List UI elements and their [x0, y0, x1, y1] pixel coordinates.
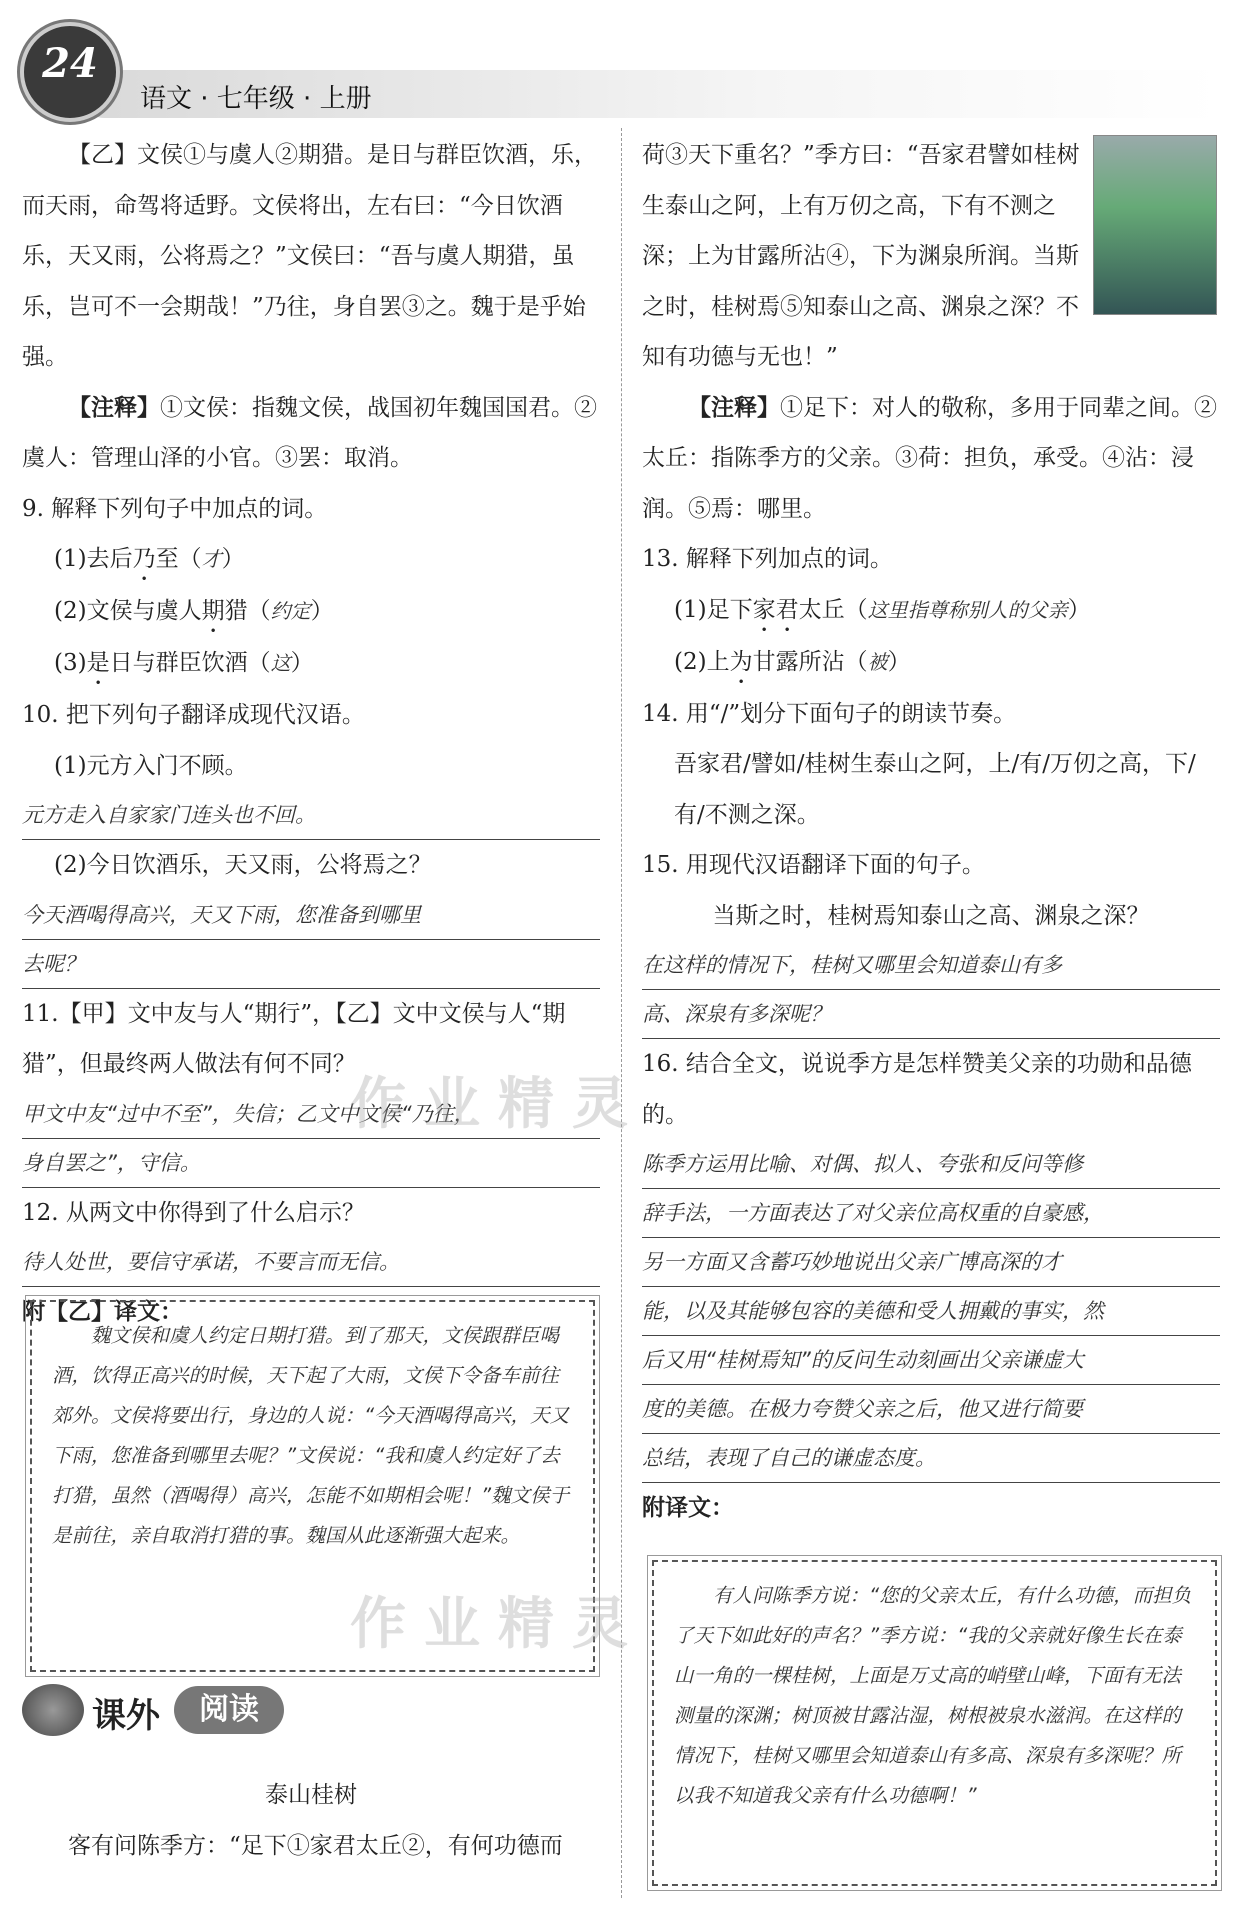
answer-16-line: 总结，表现了自己的谦虚态度。 [642, 1434, 1220, 1483]
palette-icon [22, 1684, 84, 1736]
answer-text: 约定 [270, 599, 311, 623]
answer-text: 才 [201, 547, 222, 571]
q-text: ） [290, 650, 314, 676]
question-13: 13. 解释下列加点的词。 [642, 546, 893, 572]
yi-passage: 【乙】文侯①与虞人②期猎。是日与群臣饮酒，乐，而天雨，命驾将适野。文侯将出，左右曰：“今日饮酒乐，天又雨，公将焉之？”文侯曰：“吾与虞人期猎，虽乐，岂可不一会期哉！”乃往，身自罢③之。魏于是乎始强。 [22, 142, 597, 370]
question-9: 9. 解释下列句子中加点的词。 [22, 495, 328, 522]
notes-text: ①足下：对人的敬称，多用于同辈之间。②太丘：指陈季方的父亲。③荷：担负，承受。④沾：浸润。⑤焉：哪里。 [642, 394, 1217, 522]
watermark: 作业精灵 [350, 1072, 646, 1137]
badge-label-a: 课外 [92, 1696, 160, 1736]
story-text-start: 客有问陈季方：“足下①家君太丘②，有何功德而 [68, 1832, 563, 1859]
question-9-2 [22, 586, 600, 638]
q-text: (1)足下 [674, 596, 753, 623]
answer-16-line: 另一方面又含蓄巧妙地说出父亲广博高深的才 [642, 1238, 1220, 1287]
yi-translation-box: 魏文侯和虞人约定日期打猎。到了那天，文侯跟群臣喝酒，饮得正高兴的时候，天下起了大雨，文侯下令备车前往郊外。文侯将要出行，身边的人说：“今天酒喝得高兴，天又下雨，您准备到哪里去呢？”文侯说：“我和虞人约定好了去打猎，虽然（酒喝得）高兴，怎能不如期相会呢！”魏文侯于是前往，亲自取消打猎的事。魏国从此逐渐强大起来。 [30, 1300, 595, 1672]
question-10-1: (1)元方入门不顾。 [54, 752, 248, 779]
book-title: 语文 · 七年级 · 上册 [140, 84, 372, 114]
notes-label: 【注释】 [68, 394, 160, 421]
q-text: (2)文侯与虞人 [54, 598, 202, 624]
dotted-word: 期 [201, 598, 225, 624]
q-text: 猎（ [224, 598, 271, 624]
page-number-badge [20, 22, 120, 122]
dotted-word: 为 [729, 648, 753, 675]
question-12: 12. 从两文中你得到了什么启示？ [22, 1199, 365, 1226]
story-text-continued: 荷③天下重名？”季方曰：“吾家君譬如桂树生泰山之阿，上有万仞之高，下有不测之深；上为甘露所沾④，下为渊泉所润。当斯之时，桂树焉⑤知泰山之高、渊泉之深？不知有功德与无也！” [642, 142, 1080, 370]
answer-11-line1: 甲文中友“过中不至”，失信；乙文中文侯“乃往， [22, 1090, 600, 1139]
story-title: 泰山桂树 [265, 1782, 357, 1808]
question-16: 16. 结合全文，说说季方是怎样赞美父亲的功勋和品德的。 [642, 1051, 1192, 1128]
story-start [22, 1770, 600, 1871]
dotted-word: 乃 [132, 546, 156, 572]
yi-notes [22, 383, 600, 484]
extracurricular-reading-badge [22, 1682, 282, 1742]
q-text: 日与群臣饮酒（ [109, 650, 271, 676]
answer-16-line: 陈季方运用比喻、对偶、拟人、夸张和反问等修 [642, 1140, 1220, 1189]
question-10: 10. 把下列句子翻译成现代汉语。 [22, 702, 365, 728]
answer-text: 这 [270, 651, 291, 675]
answer-16-line: 度的美德。在极力夸赞父亲之后，他又进行简要 [642, 1385, 1220, 1434]
answer-10-1: 元方走入自家家门连头也不回。 [22, 791, 600, 840]
left-column [22, 130, 600, 1338]
notes-text: ①文侯：指魏文侯，战国初年魏国国君。②虞人：管理山泽的小官。③罢：取消。 [22, 394, 597, 471]
answer-text: 这里指尊称别人的父亲 [867, 597, 1068, 622]
q-text: ） [310, 598, 334, 624]
dotted-word: 家君 [752, 596, 799, 623]
q-text: 至（ [155, 546, 202, 572]
answer-10-2-line2: 去呢？ [22, 940, 600, 989]
story-translation-box: 有人问陈季方说：“您的父亲太丘，有什么功德，而担负了天下如此好的声名？”季方说：“我的父亲就好像生长在泰山一角的一棵桂树，上面是万丈高的峭壁山峰，下面有无法测量的深渊；树顶被甘露沾湿，树根被泉水滋润。在这样的情况下，桂树又哪里会知道泰山有多高、深泉有多深呢？所以我不知道我父亲有什么功德啊！” [652, 1560, 1217, 1886]
answer-15-line1: 在这样的情况下，桂树又哪里会知道泰山有多 [642, 941, 1220, 990]
answer-14: 吾家君/譬如/桂树生泰山之阿，上/有/万仞之高，下/有/不测之深。 [674, 751, 1196, 828]
page-number: 24 [42, 40, 98, 87]
question-15: 15. 用现代汉语翻译下面的句子。 [642, 852, 985, 878]
question-9-1 [22, 534, 600, 586]
q-text: ） [887, 648, 911, 675]
q-text: 太丘（ [798, 596, 868, 623]
question-13-1 [642, 585, 1220, 637]
story-notes [642, 383, 1220, 535]
question-11: 11.【甲】文中友与人“期行”，【乙】文中文侯与人“期猎”，但最终两人做法有何不同？ [22, 1000, 566, 1077]
watermark: 作业精灵 [350, 1592, 646, 1657]
q-text: (2)上 [674, 648, 730, 675]
answer-16-line: 能，以及其能够包容的美德和受人拥戴的事实，然 [642, 1287, 1220, 1336]
q-text: (3) [54, 650, 87, 676]
q-text: ） [1067, 596, 1091, 623]
question-15-sentence: 当斯之时，桂树焉知泰山之高、渊泉之深？ [712, 902, 1150, 929]
question-9-3 [22, 638, 600, 690]
q-text: ） [221, 546, 245, 572]
question-14: 14. 用“/”划分下面句子的朗读节奏。 [642, 700, 1017, 727]
notes-label: 【注释】 [688, 394, 780, 421]
answer-16-line: 后又用“桂树焉知”的反问生动刻画出父亲谦虚大 [642, 1336, 1220, 1385]
answer-15-line2: 高、深泉有多深呢？ [642, 990, 1220, 1039]
answer-text: 被 [867, 649, 888, 674]
appendix-label: 附译文： [642, 1495, 734, 1521]
answer-11-line2: 身自罢之”，守信。 [22, 1139, 600, 1188]
answer-10-2-line1: 今天酒喝得高兴，天又下雨，您准备到哪里 [22, 891, 600, 940]
q-text: (1)去后 [54, 546, 133, 572]
question-13-2 [642, 637, 1220, 689]
badge-label-b: 阅读 [174, 1686, 284, 1734]
answer-16-line: 辞手法，一方面表达了对父亲位高权重的自豪感， [642, 1189, 1220, 1238]
answer-12: 待人处世，要信守承诺，不要言而无信。 [22, 1238, 600, 1287]
page-header [20, 18, 1225, 126]
dotted-word: 是 [86, 650, 110, 676]
right-column [642, 130, 1220, 1534]
question-10-2: (2)今日饮酒乐，天又雨，公将焉之？ [54, 852, 432, 878]
q-text: 甘露所沾（ [752, 648, 868, 675]
appendix-label: 附【乙】译文： [22, 1299, 183, 1325]
